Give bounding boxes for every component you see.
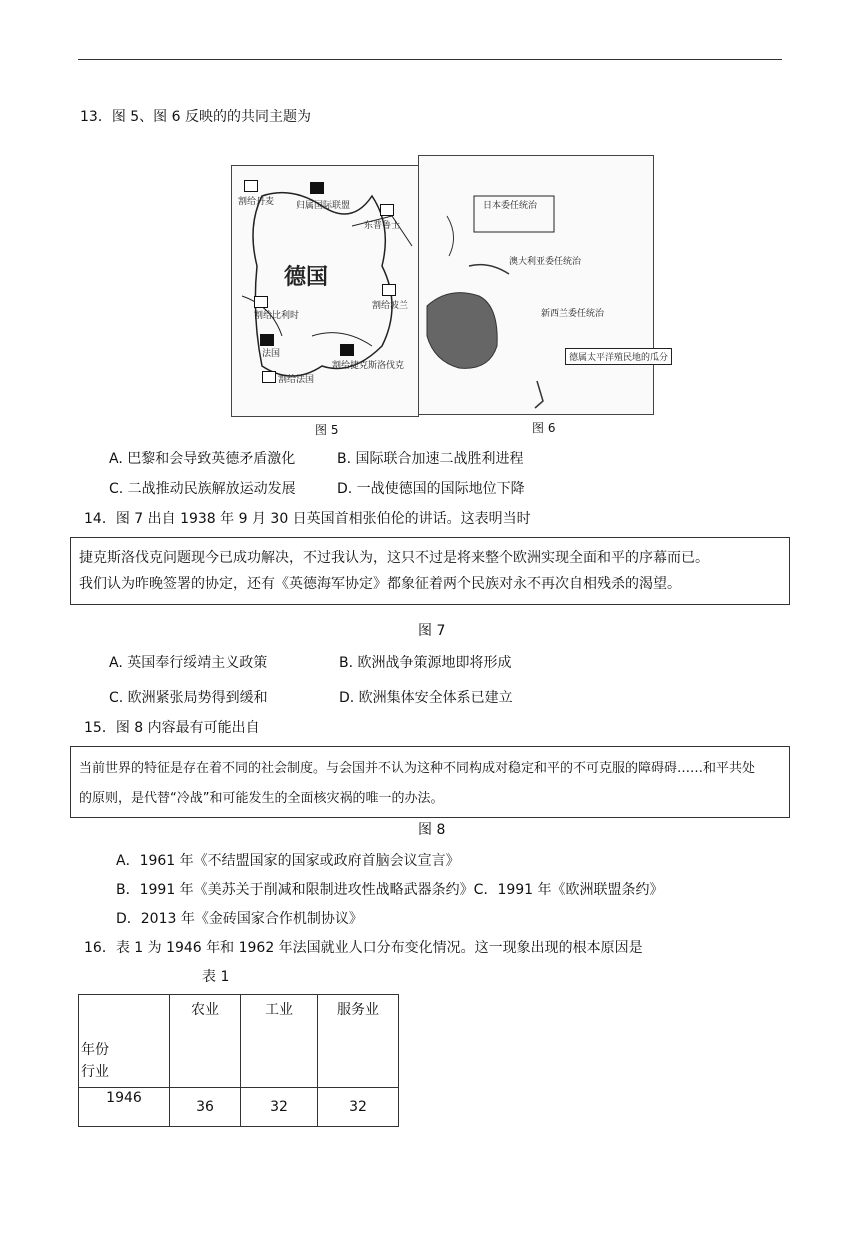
q14-quote-line: 捷克斯洛伐克问题现今已成功解决，不过我认为，这只不过是将来整个欧洲实现全面和平的序幕而已。 [79, 550, 709, 566]
table-col-header: 工业 [241, 995, 318, 1088]
flag-icon [310, 182, 324, 194]
map-figure-5 [231, 165, 419, 417]
table-cell: 32 [241, 1088, 318, 1127]
map6-label: 新西兰委任统治 [541, 309, 605, 319]
table-row [79, 1088, 399, 1127]
map5-label: 法国 [262, 349, 281, 359]
map-figure-6 [418, 155, 669, 415]
map6-label: 日本委任统治 [483, 201, 538, 211]
q16-stem: 16．表 1 为 1946 年和 1962 年法国就业人口分布变化情况。这一现象出现的根本原因是 [84, 940, 643, 956]
flag-icon [244, 180, 258, 192]
q14-stem: 14．图 7 出自 1938 年 9 月 30 日英国首相张伯伦的讲话。这表明当时 [84, 511, 531, 527]
q15-quote-line: 的原则，是代替“冷战”和可能发生的全面核灾祸的唯一的办法。 [79, 791, 444, 806]
q14-option-a[interactable]: A. 英国奉行绥靖主义政策 [109, 655, 268, 671]
table-header-row [79, 995, 399, 1088]
q15-option-a[interactable]: A．1961 年《不结盟国家的国家或政府首脑会议宣言》 [116, 853, 460, 869]
corner-label-industry: 行业 [81, 1064, 109, 1080]
table-col-header: 农业 [170, 995, 241, 1088]
figure-5-caption: 图 5 [315, 423, 339, 437]
map5-label: 割给捷克斯洛伐克 [332, 361, 405, 371]
q15-option-d[interactable]: D．2013 年《金砖国家合作机制协议》 [116, 911, 363, 927]
map6-title-box: 德属太平洋殖民地的瓜分 [565, 348, 672, 365]
q13-option-b[interactable]: B. 国际联合加速二战胜利进程 [337, 451, 524, 467]
map5-label: 割给波兰 [372, 301, 409, 311]
table-cell: 32 [318, 1088, 399, 1127]
q14-option-b[interactable]: B. 欧洲战争策源地即将形成 [339, 655, 512, 671]
flag-icon [382, 284, 396, 296]
employment-table [78, 994, 399, 1127]
figure-6-caption: 图 6 [532, 421, 556, 435]
flag-icon [262, 371, 276, 383]
pacific-map-outline [419, 156, 653, 414]
table-corner-cell [79, 995, 170, 1088]
table-1-title: 表 1 [202, 969, 230, 985]
q13-option-c[interactable]: C. 二战推动民族解放运动发展 [109, 481, 296, 497]
corner-label-year: 年份 [81, 1042, 109, 1058]
map6-label: 澳大利亚委任统治 [509, 257, 582, 267]
table-row-year: 1946 [79, 1088, 170, 1127]
map5-label: 割给比利时 [254, 311, 300, 321]
map5-label: 东普鲁士 [364, 221, 401, 231]
flag-icon [340, 344, 354, 356]
map5-germany-label: 德国 [284, 264, 329, 290]
q13-stem: 13．图 5、图 6 反映的的共同主题为 [80, 109, 311, 125]
table-col-header: 服务业 [318, 995, 399, 1088]
q15-option-b-c[interactable]: B．1991 年《美苏关于削减和限制进攻性战略武器条约》C．1991 年《欧洲联盟条约》 [116, 882, 664, 898]
q15-quote-line: 当前世界的特征是存在着不同的社会制度。与会国并不认为这种不同构成对稳定和平的不可克服的障碍碍……和平共处 [79, 761, 756, 776]
q14-option-d[interactable]: D. 欧洲集体安全体系已建立 [339, 690, 513, 706]
flag-icon [380, 204, 394, 216]
table-cell: 36 [170, 1088, 241, 1127]
flag-icon [260, 334, 274, 346]
top-rule [78, 59, 782, 60]
figure-8-caption: 图 8 [418, 822, 446, 838]
flag-icon [254, 296, 268, 308]
map5-label: 归属国际联盟 [296, 201, 351, 211]
q14-quote-box [70, 537, 790, 605]
figure-7-caption: 图 7 [418, 623, 446, 639]
q14-option-c[interactable]: C. 欧洲紧张局势得到缓和 [109, 690, 268, 706]
q15-quote-box [70, 746, 790, 818]
map5-label: 割给法国 [278, 375, 315, 385]
q13-option-d[interactable]: D. 一战使德国的国际地位下降 [337, 481, 525, 497]
q14-quote-line: 我们认为昨晚签署的协定，还有《英德海军协定》都象征着两个民族对永不再次自相残杀的渴望。 [79, 576, 681, 592]
q13-option-a[interactable]: A. 巴黎和会导致英德矛盾激化 [109, 451, 296, 467]
map5-label: 割给丹麦 [238, 197, 275, 207]
q15-stem: 15．图 8 内容最有可能出自 [84, 720, 260, 736]
